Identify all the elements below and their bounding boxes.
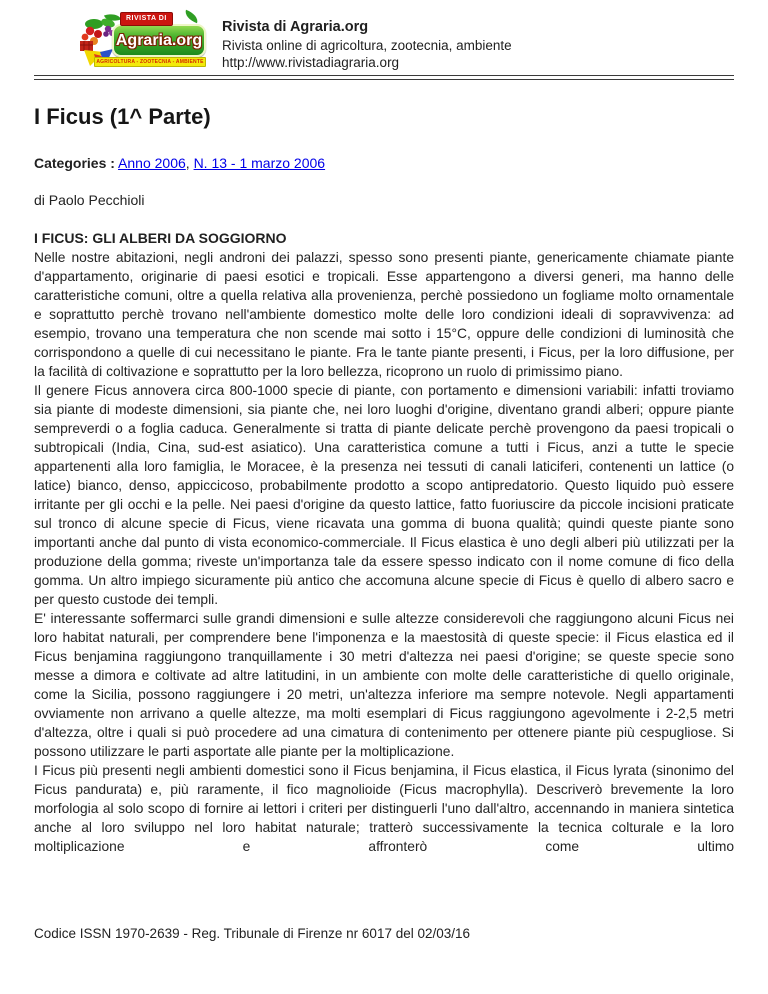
category-link-issue-13[interactable]: N. 13 - 1 marzo 2006 [193, 154, 326, 171]
issn-footer: Codice ISSN 1970-2639 - Reg. Tribunale di Firenze nr 6017 del 02/03/16 [34, 926, 471, 941]
categories-line [34, 154, 734, 172]
section-heading: I FICUS: GLI ALBERI DA SOGGIORNO [34, 229, 287, 246]
paragraph-2: Il genere Ficus annovera circa 800-1000 specie di piante, con portamento e dimensioni variabili: infatti troviamo sia piante di modeste dimensioni, sia piante che, nei loro luoghi d'origine, diventano grandi alberi; oppure piante sempreverdi o a foglia caduca. Generalmente si tratta di piante delicate perchè provengono da paesi tropicali o subtropicali (India, Cina, sud-est asiatico). Una caratteristica comune a tutti i Ficus, anzi a tutte le specie appartenenti alla loro famiglia, le Moracee, è la presenza nei tessuti di canali laticiferi, contenenti un lattice (o latice) bianco, denso, appiccicoso, probabilmente prodotto a scopo antipredatorio. Questo liquido può essere irritante per gli occhi e la pelle. Nei paesi d'origine da questo lattice, fatto fuoriuscire da piccole incisioni praticate sul tronco di alcune specie di Ficus, viene ricavata una gomma di buona qualità; quindi queste piante sono importanti anche dal punto di vista economico-commerciale. Il Ficus elastica è uno degli alberi più utilizzati per la produzione della gomma; riveste un'importanza tale da essere spesso indicato con il nome comune di fico della gomma. Un altro impiego sicuramente più antico che accomuna alcune specie di Ficus è quello di albero sacro e per questo custode dei templi. [34, 382, 734, 607]
logo-banner-ribbon: RIVISTA DI [120, 12, 173, 26]
categories-label: Categories : [34, 154, 115, 171]
banner-leaf-right-icon [183, 10, 200, 24]
logo-tagline-strip: AGRICOLTURA - ZOOTECNIA - AMBIENTE [94, 57, 206, 67]
logo-wordmark: Agraria.org [115, 31, 203, 49]
author-byline: di Paolo Pecchioli [34, 191, 145, 208]
paragraph-3: E' interessante soffermarci sulle grandi dimensioni e sulle altezze considerevoli che raggiungono alcuni Ficus nei loro habitat naturali, per comprendere bene l'imponenza e la maestosità di queste specie: il Ficus elastica ed il Ficus benjamina raggiungono tranquillamente i 30 metri d'altezza nei paesi d'origine; se queste specie sono messe a dimora e coltivate ad altre latitudini, in un ambiente con molte delle caratteristiche di quello originale, come la Sicilia, possono raggiungere i 20 metri, un'altezza inferiore ma sempre notevole. Negli appartamenti ovviamente non arrivano a quelle altezze, ma molti esemplari di Ficus raggiungono agevolmente i 2-2,5 metri d'altezza, oltre i quali si può procedere ad una cimatura di contenimento per ottenere piante più cespugliose. Si possono utilizzare le parti asportate alle piante per la moltiplicazione. [34, 610, 734, 759]
agraria-logo[interactable] [78, 12, 206, 70]
logo-plate [112, 24, 206, 57]
page-title: I Ficus (1^ Parte) [34, 103, 211, 129]
masthead-subtitle: Rivista online di agricoltura, zootecnia, ambiente [222, 37, 512, 53]
masthead-text [222, 12, 512, 72]
header-divider [34, 75, 734, 80]
paragraph-1: Nelle nostre abitazioni, negli androni dei palazzi, spesso sono presenti piante, genericamente chiamate piante d'appartamento, originarie di paesi esotici e tropicali. Esse appartengono a diversi generi, ma hanno delle caratteristiche comuni, oltre a quella relativa alla provenienza, perchè possiedono un fogliame molto ornamentale e soprattutto perchè trovano nell'ambiente domestico molte delle loro condizioni ideali di sopravvivenza: ad esempio, trovano una temperatura che non scende mai sotto i 15°C, oppure delle condizioni di luminosità che corrispondono a quelle di cui necessitano le piante. Fra le tante piante presenti, i Ficus, per la loro diffusione, per la facilità di coltivazione e soprattutto per la loro bellezza, ricoprono un ruolo di primissimo piano. [34, 249, 734, 379]
masthead-title: Rivista di Agraria.org [222, 19, 369, 35]
article-body [0, 104, 768, 856]
paragraph-4: I Ficus più presenti negli ambienti domestici sono il Ficus benjamina, il Ficus elastica, il Ficus lyrata (sinonimo del Ficus pandurata) e, più raramente, il fico magnolioide (Ficus macrophylla). Descriverò brevemente la loro morfologia al solo scopo di fornire ai lettori i criteri per distinguerli l'uno dall'altro, accennando in maniera sintetica anche al loro sviluppo nel loro habitat naturale; tratterò successivamente la tecnica colturale e la loro moltiplicazione e affronterò come ultimo [34, 762, 734, 854]
masthead-url: http://www.rivistadiagraria.org [222, 55, 400, 70]
category-link-anno-2006[interactable]: Anno 2006 [118, 154, 186, 171]
categories-separator: , [185, 154, 194, 171]
site-header [0, 0, 768, 72]
